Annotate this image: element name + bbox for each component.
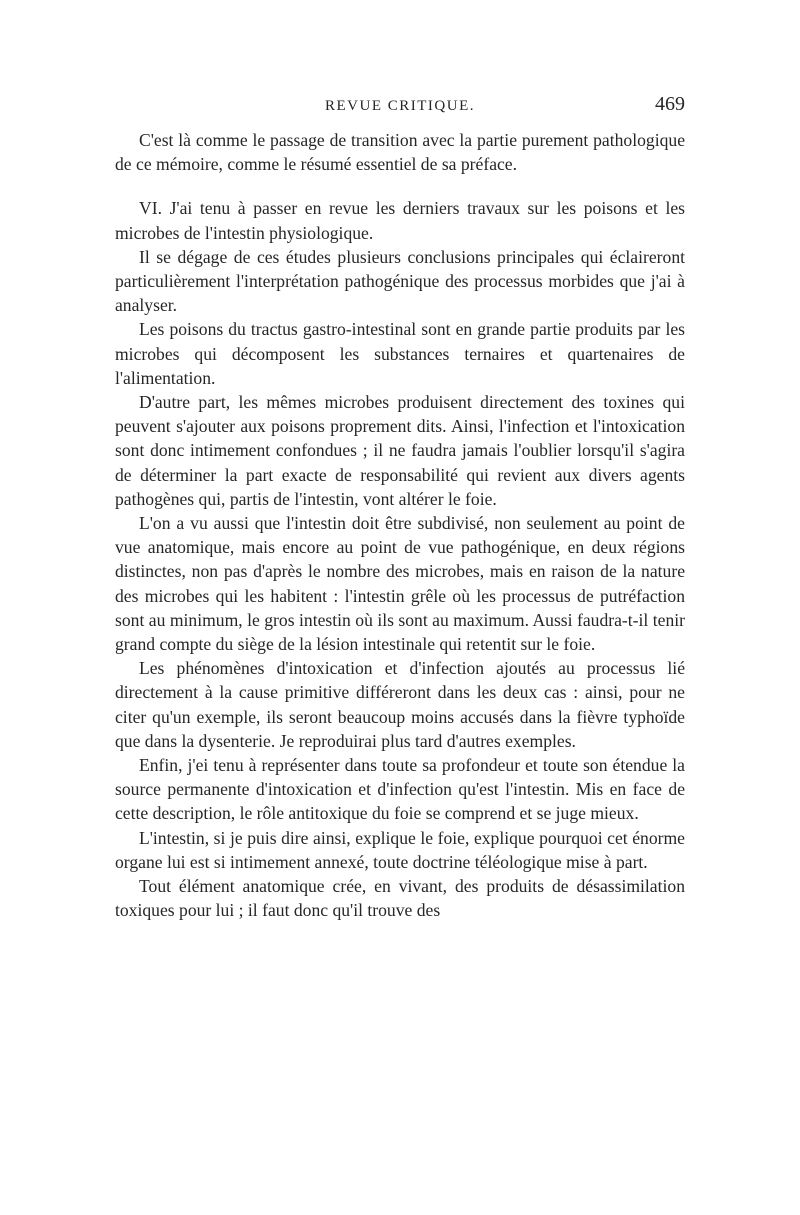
paragraph-poisons: Les poisons du tractus gastro-intestinal sont en grande partie produits par les microbes qui décomposent les substances ternaires et quartenaires de l'alimentation. — [115, 319, 685, 388]
paragraph-conclusions: Il se dégage de ces études plusieurs conclusions principales qui éclaireront particulièrement l'interprétation pathogénique des processus morbides que j'ai à analyser. — [115, 246, 685, 316]
page-number: 469 — [655, 93, 685, 115]
paragraph-toxines: D'autre part, les mêmes microbes produisent directement des toxines qui peuvent s'ajouter aux poisons proprement dits. Ainsi, l'infection et l'intoxication sont donc intimement confondues ; il ne faudra jamais l'oublier lorsqu'il s'agira de déterminer la part exacte de responsabilité qui revient aux divers agents pathogènes qui, partis de l'intestin, vont altérer le foie. — [115, 392, 685, 509]
paragraph-phenomenes: Les phénomènes d'intoxication et d'infection ajoutés au processus lié directement à la cause primitive différeront dans les deux cas : ainsi, pour ne citer qu'un exemple, ils seront beaucoup moins accusés dans la fièvre typhoïde que dans la dysenterie. Je reproduirai plus tard d'autres exemples. — [115, 658, 685, 751]
paragraph-section-vi: VI. J'ai tenu à passer en revue les derniers travaux sur les poisons et les microbes de l'intestin physiologique. — [115, 198, 685, 243]
paragraph-intestin-foie: L'intestin, si je puis dire ainsi, explique le foie, explique pourquoi cet énorme organe lui est si intimement annexé, toute doctrine téléologique mise à part. — [115, 827, 685, 872]
paragraph-source-permanente: Enfin, j'ei tenu à représenter dans toute sa profondeur et toute son étendue la source permanente d'intoxication et d'infection qu'est l'intestin. Mis en face de cette description, le rôle antitoxique du foie se comprend et se juge mieux. — [115, 755, 685, 824]
page-header — [115, 94, 685, 118]
paragraph-transition: C'est là comme le passage de transition avec la partie purement pathologique de ce mémoire, comme le résumé essentiel de sa préface. — [115, 130, 685, 175]
paragraph-intestin-regions: L'on a vu aussi que l'intestin doit être subdivisé, non seulement au point de vue anatomique, mais encore au point de vue pathogénique, en deux régions distinctes, non pas d'après le nombre des microbes, mais en raison de la nature des microbes qui les habitent : l'intestin grêle où les processus de putréfaction sont au minimum, le gros intestin où ils sont au maximum. Aussi faudra-t-il tenir grand compte du siège de la lésion intestinale qui retentit sur le foie. — [115, 513, 685, 655]
body-text — [115, 128, 685, 923]
paragraph-element-anatomique: Tout élément anatomique crée, en vivant, des produits de désassimilation toxiques pour lui ; il faut donc qu'il trouve des — [115, 876, 685, 921]
running-title: REVUE CRITIQUE. — [325, 98, 475, 114]
